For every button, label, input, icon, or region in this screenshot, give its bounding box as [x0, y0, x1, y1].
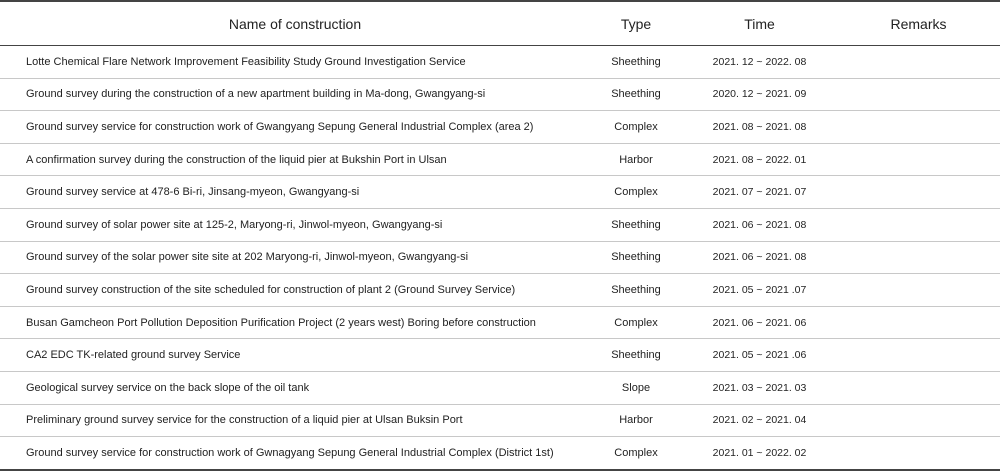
cell-remarks [837, 404, 1000, 437]
cell-name: Ground survey of solar power site at 125-2, Maryong-ri, Jinwol-myeon, Gwangyang-si [0, 208, 590, 241]
cell-remarks [837, 208, 1000, 241]
cell-time: 2021. 12 ~ 2022. 08 [682, 46, 837, 79]
cell-remarks [837, 371, 1000, 404]
table-row [0, 274, 1000, 307]
cell-name: Geological survey service on the back slope of the oil tank [0, 371, 590, 404]
cell-type: Complex [590, 306, 682, 339]
cell-remarks [837, 78, 1000, 111]
cell-time: 2021. 06 ~ 2021. 08 [682, 208, 837, 241]
cell-remarks [837, 437, 1000, 470]
cell-remarks [837, 143, 1000, 176]
table-row [0, 339, 1000, 372]
cell-type: Sheething [590, 78, 682, 111]
table-row [0, 241, 1000, 274]
table-row [0, 143, 1000, 176]
cell-time: 2021. 02 ~ 2021. 04 [682, 404, 837, 437]
cell-remarks [837, 46, 1000, 79]
cell-name: A confirmation survey during the construction of the liquid pier at Bukshin Port in Ulsan [0, 143, 590, 176]
table-header [0, 1, 1000, 46]
cell-type: Complex [590, 111, 682, 144]
cell-type: Sheething [590, 241, 682, 274]
cell-name: Ground survey service for construction work of Gwnagyang Sepung General Industrial Complex (District 1st) [26, 446, 554, 459]
header-name: Name of construction [0, 1, 590, 46]
cell-remarks [837, 274, 1000, 307]
cell-name: Ground survey service at 478-6 Bi-ri, Jinsang-myeon, Gwangyang-si [0, 176, 590, 209]
header-remarks: Remarks [837, 1, 1000, 46]
cell-type: Complex [590, 176, 682, 209]
cell-name: Ground survey construction of the site scheduled for construction of plant 2 (Ground Survey Service) [0, 274, 590, 307]
cell-type: Complex [614, 446, 658, 459]
cell-time: 2021. 06 ~ 2021. 06 [682, 306, 837, 339]
table-row [0, 208, 1000, 241]
table-row [0, 437, 1000, 470]
cell-name: Ground survey during the construction of a new apartment building in Ma-dong, Gwangyang-si [0, 78, 590, 111]
table-row [0, 371, 1000, 404]
cell-type: Harbor [590, 404, 682, 437]
cell-name: Lotte Chemical Flare Network Improvement Feasibility Study Ground Investigation Service [0, 46, 590, 79]
table-row [0, 78, 1000, 111]
cell-time: 2021. 08 ~ 2021. 08 [682, 111, 837, 144]
table-row [0, 404, 1000, 437]
cell-name: Busan Gamcheon Port Pollution Deposition Purification Project (2 years west) Boring before construction [0, 306, 590, 339]
table-row [0, 306, 1000, 339]
header-time: Time [682, 1, 837, 46]
cell-time: 2021. 01 ~ 2022. 02 [712, 446, 807, 459]
cell-time: 2021. 03 ~ 2021. 03 [682, 371, 837, 404]
cell-time: 2021. 05 ~ 2021 .07 [682, 274, 837, 307]
table-row [0, 111, 1000, 144]
table-row [0, 176, 1000, 209]
cell-type: Sheething [590, 339, 682, 372]
cell-type: Slope [590, 371, 682, 404]
cell-name: Preliminary ground survey service for the construction of a liquid pier at Ulsan Buksin Port [0, 404, 590, 437]
cell-type: Harbor [590, 143, 682, 176]
table-body [0, 46, 1000, 470]
header-row [0, 1, 1000, 46]
cell-remarks [837, 241, 1000, 274]
cell-time: 2021. 08 ~ 2022. 01 [682, 143, 837, 176]
cell-name: CA2 EDC TK-related ground survey Service [0, 339, 590, 372]
cell-time: 2021. 05 ~ 2021 .06 [682, 339, 837, 372]
cell-remarks [837, 339, 1000, 372]
cell-type: Sheething [590, 208, 682, 241]
header-type: Type [590, 1, 682, 46]
cell-remarks [837, 176, 1000, 209]
cell-type: Sheething [590, 46, 682, 79]
cell-time: 2021. 06 ~ 2021. 08 [682, 241, 837, 274]
cell-time: 2020. 12 ~ 2021. 09 [682, 78, 837, 111]
cell-name: Ground survey service for construction work of Gwangyang Sepung General Industrial Complex (area 2) [0, 111, 590, 144]
cell-remarks [837, 306, 1000, 339]
cell-name: Ground survey of the solar power site site at 202 Maryong-ri, Jinwol-myeon, Gwangyang-si [0, 241, 590, 274]
table-row [0, 46, 1000, 79]
cell-remarks [837, 111, 1000, 144]
cell-type: Sheething [590, 274, 682, 307]
cell-time: 2021. 07 ~ 2021. 07 [682, 176, 837, 209]
